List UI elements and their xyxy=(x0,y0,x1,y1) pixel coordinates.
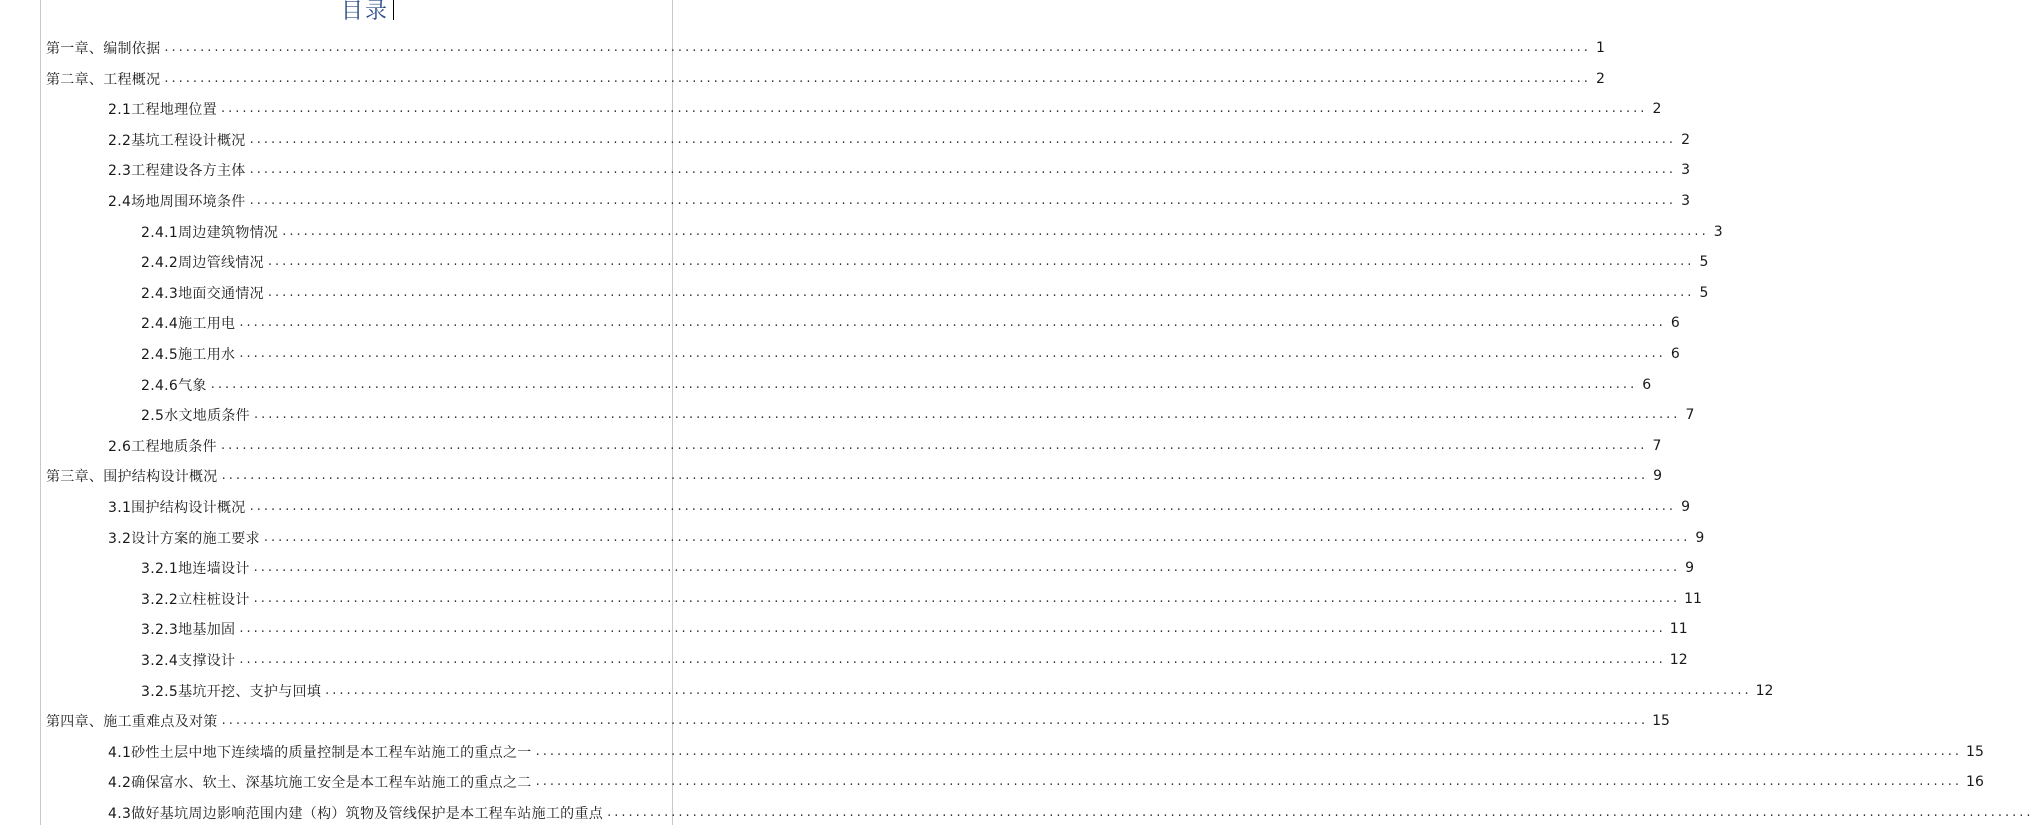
toc-dot-leader: ........................................................................................................................................................................................................ xyxy=(220,437,1648,453)
toc-entry-page: 2 xyxy=(1652,101,1662,118)
toc-entry[interactable] xyxy=(46,706,1670,736)
toc-entry-title: 3.2.4支撑设计 xyxy=(141,653,236,669)
toc-entry-page: 15 xyxy=(1652,713,1670,730)
toc-entry-title: 2.4.2周边管线情况 xyxy=(141,255,264,272)
toc-dot-leader: ........................................................................................................................................................................................................ xyxy=(239,652,1666,667)
toc-dot-leader: ........................................................................................................................................................................................................ xyxy=(325,682,1752,698)
toc-dot-leader: ........................................................................................................................................................................................................ xyxy=(607,805,2034,820)
toc-entry-page: 9 xyxy=(1695,529,1705,546)
toc-entry-page: 12 xyxy=(1755,682,1774,699)
toc-dot-leader: ........................................................................................................................................................................................................ xyxy=(239,621,1666,637)
toc-dot-leader: ........................................................................................................................................................................................................ xyxy=(267,254,1695,270)
toc-entry[interactable] xyxy=(141,553,1695,583)
toc-entry-page: 1 xyxy=(1595,40,1605,56)
toc-entry[interactable] xyxy=(108,767,1984,797)
toc-dot-leader: ........................................................................................................................................................................................................ xyxy=(253,590,1681,606)
toc-entry-title: 2.4.3地面交通情况 xyxy=(141,285,264,302)
toc-dot-leader: ........................................................................................................................................................................................................ xyxy=(249,499,1677,514)
toc-entry-title: 2.1工程地理位置 xyxy=(108,102,217,119)
toc-entry[interactable] xyxy=(46,461,1663,491)
toc-entry-page: 6 xyxy=(1642,376,1652,393)
toc-entry-title: 4.1砂性土层中地下连续墙的质量控制是本工程车站施工的重点之一 xyxy=(108,744,532,761)
toc-dot-leader: ........................................................................................................................................................................................................ xyxy=(221,468,1649,484)
toc-entry[interactable] xyxy=(141,676,1774,706)
toc-dot-leader: ........................................................................................................................................................................................................ xyxy=(253,560,1681,576)
toc-entry-page: 7 xyxy=(1685,407,1695,424)
toc-entry-page: 12 xyxy=(1669,652,1688,668)
toc-entry[interactable] xyxy=(141,400,1695,430)
toc-entry-page: 9 xyxy=(1681,499,1691,515)
toc-entry-title: 3.2.5基坑开挖、支护与回填 xyxy=(141,683,322,700)
toc-entry-page: 6 xyxy=(1670,315,1680,332)
toc-entry[interactable] xyxy=(108,155,1691,185)
toc-entry-title: 3.2设计方案的施工要求 xyxy=(108,530,260,547)
toc-dot-leader: ........................................................................................................................................................................................................ xyxy=(249,162,1677,178)
toc-dot-leader: ........................................................................................................................................................................................................ xyxy=(282,223,1709,239)
toc-entry-title: 第一章、编制依据 xyxy=(46,41,161,57)
toc-entry[interactable] xyxy=(141,308,1680,338)
toc-entry-title: 2.4.4施工用电 xyxy=(141,316,236,333)
toc-entry[interactable] xyxy=(108,523,1705,553)
toc-entry-title: 3.2.1地连墙设计 xyxy=(141,561,250,578)
toc-entry-title: 3.2.2立柱桩设计 xyxy=(141,591,250,608)
toc-entry-page: 2 xyxy=(1595,70,1605,87)
toc-entry[interactable] xyxy=(108,798,2034,828)
toc-dot-leader: ........................................................................................................................................................................................................ xyxy=(535,743,1963,759)
toc-entry-title: 2.3工程建设各方主体 xyxy=(108,163,246,180)
toc-entry[interactable] xyxy=(108,125,1691,155)
toc-title[interactable] xyxy=(341,0,389,25)
toc-dot-leader: ........................................................................................................................................................................................................ xyxy=(249,193,1677,208)
toc-entry-page: 16 xyxy=(1966,774,1984,791)
toc-dot-leader: ........................................................................................................................................................................................................ xyxy=(263,529,1691,545)
toc-dot-leader: ........................................................................................................................................................................................................ xyxy=(267,284,1695,300)
toc-entry[interactable] xyxy=(108,737,1984,767)
toc-entry-page: 2 xyxy=(1681,131,1691,148)
toc-entry[interactable] xyxy=(108,492,1691,522)
toc-entry[interactable] xyxy=(141,278,1709,308)
toc-entry-page: 3 xyxy=(1681,193,1691,209)
toc-entry-title: 2.4.1周边建筑物情况 xyxy=(141,224,279,241)
toc-entry[interactable] xyxy=(46,33,1605,63)
toc-entry-title: 3.1围护结构设计概况 xyxy=(108,500,246,516)
toc-dot-leader: ........................................................................................................................................................................................................ xyxy=(535,774,1963,790)
toc-entry[interactable] xyxy=(108,431,1662,461)
toc-entry-page: 11 xyxy=(1669,621,1688,638)
toc-entry-title: 2.4.6气象 xyxy=(141,377,207,394)
toc-entry-title: 2.5水文地质条件 xyxy=(141,408,250,425)
toc-entry[interactable] xyxy=(141,584,1702,614)
toc-dot-leader: ........................................................................................................................................................................................................ xyxy=(239,346,1666,361)
toc-dot-leader: ........................................................................................................................................................................................................ xyxy=(221,713,1649,729)
toc-title-text: 目录 xyxy=(340,0,389,24)
toc-entry-page: 6 xyxy=(1670,346,1680,362)
toc-dot-leader: ........................................................................................................................................................................................................ xyxy=(239,315,1666,331)
toc-entry[interactable] xyxy=(141,217,1723,247)
toc-entry-title: 第二章、工程概况 xyxy=(46,71,161,88)
toc-entry-page: 9 xyxy=(1653,468,1663,485)
toc-entry[interactable] xyxy=(46,64,1605,94)
toc-entry-title: 2.2基坑工程设计概况 xyxy=(108,132,246,149)
toc-entry[interactable] xyxy=(108,94,1662,124)
toc-entry-page: 5 xyxy=(1699,284,1709,301)
toc-entry-title: 2.4场地周围环境条件 xyxy=(108,194,246,210)
title-wrap xyxy=(0,0,730,25)
toc-entry-title: 2.4.5施工用水 xyxy=(141,347,236,363)
toc-entry-title: 3.2.3地基加固 xyxy=(141,622,236,639)
toc-entry[interactable] xyxy=(108,186,1691,216)
toc-dot-leader: ........................................................................................................................................................................................................ xyxy=(220,101,1648,117)
toc-entry-page: 7 xyxy=(1652,437,1662,454)
toc-entry[interactable] xyxy=(141,370,1652,400)
toc-entry-page: 3 xyxy=(1681,162,1691,179)
toc-entry-page: 15 xyxy=(1966,743,1984,760)
toc-entry-page: 9 xyxy=(1685,560,1695,577)
toc-entry-title: 2.6工程地质条件 xyxy=(108,438,217,455)
toc-dot-leader: ........................................................................................................................................................................................................ xyxy=(253,407,1681,423)
toc-dot-leader: ........................................................................................................................................................................................................ xyxy=(249,131,1677,147)
toc-entry-title: 4.3做好基坑周边影响范围内建（构）筑物及管线保护是本工程车站施工的重点 xyxy=(108,806,604,822)
toc-dot-leader: ........................................................................................................................................................................................................ xyxy=(164,70,1591,86)
toc-entry-page: 3 xyxy=(1713,223,1723,240)
page-left-edge xyxy=(40,0,41,825)
toc-entry[interactable] xyxy=(141,645,1688,675)
toc-dot-leader: ........................................................................................................................................................................................................ xyxy=(164,40,1591,55)
toc-dot-leader: ........................................................................................................................................................................................................ xyxy=(210,376,1638,392)
toc-entry-title: 第四章、施工重难点及对策 xyxy=(46,714,218,731)
toc-entry-title: 第三章、围护结构设计概况 xyxy=(46,469,218,486)
toc-entry-title: 4.2确保富水、软土、深基坑施工安全是本工程车站施工的重点之二 xyxy=(108,775,532,792)
toc-entry[interactable] xyxy=(141,247,1709,277)
toc-entry[interactable] xyxy=(141,614,1688,644)
toc-entry[interactable] xyxy=(141,339,1680,369)
text-cursor xyxy=(393,0,394,20)
toc-entry-page: 11 xyxy=(1684,590,1702,607)
toc-entry-page: 5 xyxy=(1699,254,1709,271)
